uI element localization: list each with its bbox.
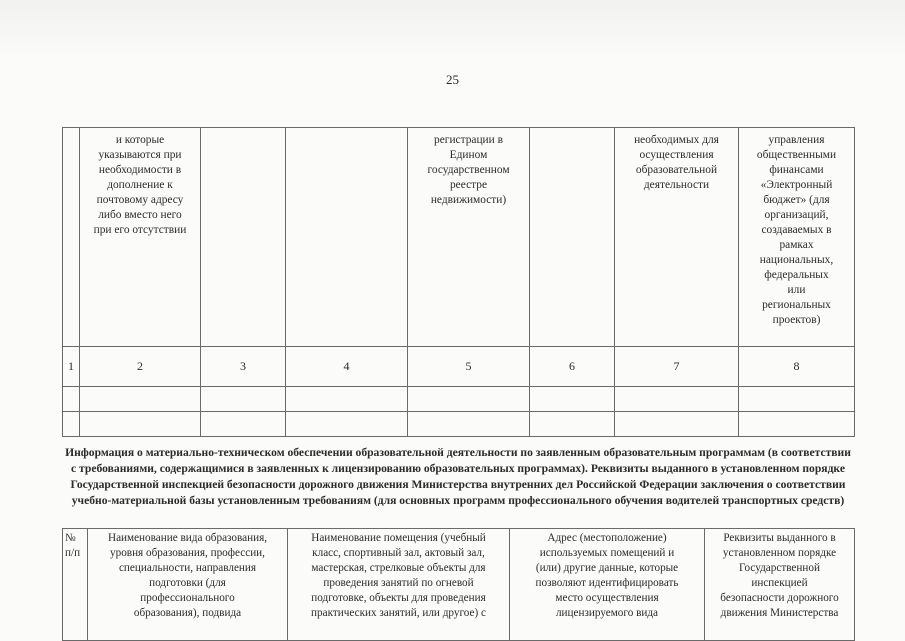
column-number: 6 [530, 347, 615, 387]
column-number: 1 [63, 347, 80, 387]
scan-shadow [0, 0, 905, 60]
table-cell [286, 128, 408, 347]
header-gibdd-details: Реквизиты выданного в установленном порядке Государственной инспекцией безопасности дорожного движения Министерства [705, 529, 855, 641]
header-premises-name: Наименование помещения (учебный класс, спортивный зал, актовый зал, мастерская, стрелковые объекты для проведения занятий по огневой подготовке, объекты для проведения практических занятий, или другое) с [288, 529, 510, 641]
table-cell: и которые указываются при необходимости в дополнение к почтовому адресу либо вместо него при его отсутствии [80, 128, 201, 347]
section-heading: Информация о материально-техническом обеспечении образовательной деятельности по заявленным образовательным программам (в соответствии с требованиями, содержащимися в заявленных к лицензированию образовательных программах). Реквизиты выданного в установленном порядке Государственной инспекцией безопасности дорожного движения Министерства внутренних дел Российской Федерации заключения о соответствии учебно-материальной базы установленным требованиям (для основных программ профессионального обучения водителей транспортных средств) [65, 446, 851, 507]
table-cell [201, 128, 286, 347]
column-number: 3 [201, 347, 286, 387]
table-cell: необходимых для осуществления образовательной деятельности [615, 128, 739, 347]
header-address: Адрес (местоположение) используемых помещений и (или) другие данные, которые позволяют идентифицировать место осуществления лицензируемого вида [510, 529, 705, 641]
header-education-type: Наименование вида образования, уровня образования, профессии, специальности, направления подготовки (для профессионального образования), подвида [88, 529, 288, 641]
table-header-row [63, 529, 855, 641]
material-base-table [62, 528, 855, 641]
table-cell: регистрации в Едином государственном реестре недвижимости) [408, 128, 530, 347]
column-number: 5 [408, 347, 530, 387]
continued-table [62, 127, 855, 437]
column-number-row [63, 347, 855, 387]
table-cell [63, 128, 80, 347]
column-number: 2 [80, 347, 201, 387]
column-number: 8 [739, 347, 855, 387]
column-number: 4 [286, 347, 408, 387]
table-cell: управления общественными финансами «Электронный бюджет» (для организаций, создаваемых в рамках национальных, федеральных или региональных проектов) [739, 128, 855, 347]
page-number: 25 [446, 72, 459, 87]
empty-row [63, 412, 855, 437]
empty-row [63, 387, 855, 412]
continued-content-row [63, 128, 855, 347]
column-number: 7 [615, 347, 739, 387]
header-number: № п/п [63, 529, 88, 641]
table-cell [530, 128, 615, 347]
